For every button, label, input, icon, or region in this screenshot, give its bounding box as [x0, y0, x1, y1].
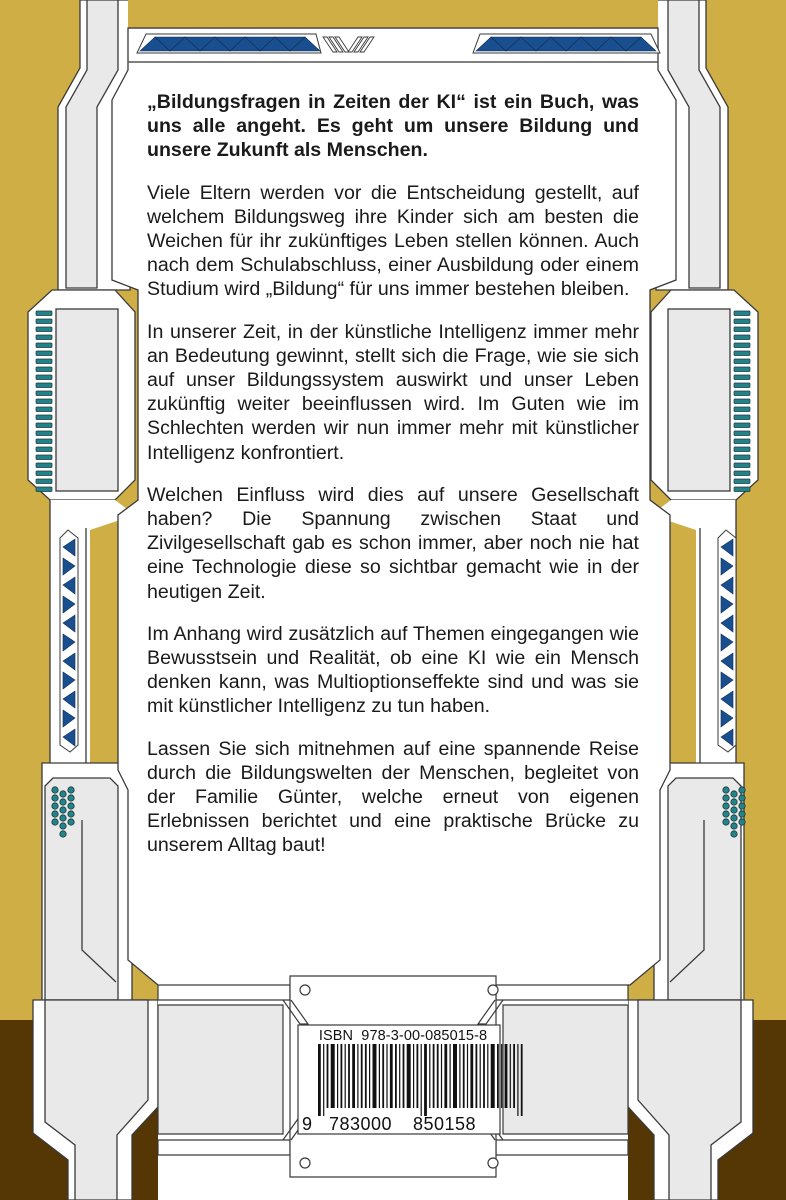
teal-vent-bar: [734, 487, 750, 492]
barcode-bar: [429, 1044, 430, 1108]
teal-dot: [723, 787, 729, 793]
barcode-bar: [491, 1044, 495, 1108]
teal-vent-bar: [734, 311, 750, 316]
barcode-bar: [421, 1044, 422, 1116]
teal-vent-bar: [734, 407, 750, 412]
barcode-bar: [450, 1044, 451, 1108]
barcode-bar: [480, 1044, 481, 1108]
blurb-paragraph: Welchen Einfluss wird dies auf unsere Gesellschaft haben? Die Spannung zwischen Staat und Zivilgesellschaft gab es schon immer, aber noch nie hat eine Technologie diese so sichtbar gemacht wie in der heutigen Zeit.: [147, 483, 639, 603]
blue-triangle-strip-left: [60, 530, 78, 752]
barcode-bar: [463, 1044, 465, 1108]
isbn-label: ISBN 978-3-00-085015-8: [318, 1028, 488, 1044]
teal-dot: [723, 819, 729, 825]
teal-dot: [60, 823, 66, 829]
barcode-bar: [386, 1044, 387, 1108]
barcode-bar: [467, 1044, 468, 1108]
barcode-bar: [487, 1044, 488, 1108]
blurb-paragraph: Lassen Sie sich mitnehmen auf eine spannende Reise durch die Bildungswelten der Menschen, begleitet von der Familie Günter, welche erneut von eigenen Erlebnissen berichtet und eine praktische Brücke zu unserem Alltag baut!: [147, 737, 639, 857]
barcode-bar: [413, 1044, 414, 1108]
barcode-bar: [470, 1044, 473, 1108]
teal-vent-bars-left: [36, 311, 52, 492]
barcode-bar: [501, 1044, 502, 1108]
screw-icon: [488, 985, 498, 995]
barcode-bar: [337, 1044, 338, 1108]
teal-vent-bar: [36, 351, 52, 356]
barcode-bar: [453, 1044, 457, 1108]
barcode-bar: [390, 1044, 393, 1108]
back-cover-blurb: [147, 90, 639, 876]
barcode-bar: [318, 1044, 321, 1116]
barcode-bar: [505, 1044, 508, 1108]
barcode-bar: [433, 1044, 435, 1108]
teal-vent-bar: [734, 479, 750, 484]
teal-dot: [739, 787, 745, 793]
screw-icon: [300, 985, 310, 995]
barcode-bar: [521, 1044, 523, 1116]
barcode-bar: [361, 1044, 363, 1108]
barcode-bar: [357, 1044, 358, 1108]
barcode-bar: [348, 1044, 350, 1108]
teal-vent-bar: [734, 399, 750, 404]
blurb-paragraph: In unserer Zeit, in der künstliche Intelligenz immer mehr an Bedeutung gewinnt, stellt sich die Frage, wie sie sich auf unser Bildungssystem auswirkt und unser Leben zukünftig weiter beeinflussen wird. Im Guten wie im Schlechten werden wir nun immer mehr mit künstlicher Intelligenz konfrontiert.: [147, 320, 639, 464]
teal-dot: [723, 803, 729, 809]
teal-dot: [723, 811, 729, 817]
barcode-digit-first: 9: [302, 1114, 313, 1134]
teal-vent-bar: [36, 423, 52, 428]
teal-vent-bar: [734, 447, 750, 452]
teal-vent-bar: [734, 359, 750, 364]
barcode-digits-right: 850158: [413, 1114, 477, 1134]
teal-vent-bar: [36, 391, 52, 396]
barcode-bar: [510, 1044, 511, 1108]
teal-vent-bar: [734, 367, 750, 372]
teal-dot: [731, 807, 737, 813]
teal-dot: [60, 807, 66, 813]
teal-vent-bar: [36, 359, 52, 364]
teal-vent-bar: [36, 455, 52, 460]
barcode-bar: [395, 1044, 397, 1108]
teal-vent-bar: [36, 375, 52, 380]
teal-dot: [739, 803, 745, 809]
teal-vent-bar: [734, 327, 750, 332]
barcode-bar: [407, 1044, 411, 1108]
teal-vent-bar: [734, 463, 750, 468]
barcode-bar: [369, 1044, 370, 1108]
blurb-lead-paragraph: „Bildungsfragen in Zeiten der KI“ ist ein Buch, was uns alle angeht. Es geht um unsere Bildung und unsere Zukunft als Menschen.: [147, 91, 639, 162]
teal-vent-bar: [734, 431, 750, 436]
teal-vent-bar: [36, 439, 52, 444]
teal-vent-bar: [734, 423, 750, 428]
teal-vent-bar: [36, 487, 52, 492]
barcode-digits-left: 783000: [329, 1114, 393, 1134]
teal-vent-bar: [36, 479, 52, 484]
teal-vent-bar: [36, 335, 52, 340]
barcode-bar: [424, 1044, 427, 1116]
barcode-bar: [403, 1044, 405, 1108]
teal-dot: [52, 803, 58, 809]
teal-vent-bar: [734, 455, 750, 460]
screw-icon: [300, 1158, 310, 1168]
teal-dot: [52, 795, 58, 801]
barcode-bar: [517, 1044, 518, 1116]
barcode-bar: [459, 1044, 460, 1108]
teal-dot: [731, 823, 737, 829]
teal-dot: [60, 831, 66, 837]
teal-dot: [52, 787, 58, 793]
barcode-bar: [327, 1044, 329, 1108]
screw-icon: [488, 1158, 498, 1168]
barcode-bar: [513, 1044, 515, 1108]
blurb-paragraph: Viele Eltern werden vor die Entscheidung gestellt, auf welchem Bildungsweg ihre Kinder sich am besten die Weichen für ihr zukünftiges Leben stellen können. Auch nach dem Schulabschluss, einer Ausbildung oder einem Studium wird „Bildung“ für uns immer bestehen bleiben.: [147, 181, 639, 301]
teal-dot: [739, 819, 745, 825]
teal-vent-bar: [734, 391, 750, 396]
teal-vent-bar: [734, 343, 750, 348]
teal-dot: [68, 787, 74, 793]
teal-dot: [731, 831, 737, 837]
barcode-bar: [365, 1044, 367, 1108]
teal-vent-bar: [36, 319, 52, 324]
teal-dot: [739, 795, 745, 801]
barcode-plate: [158, 976, 628, 1200]
barcode-bar: [382, 1044, 384, 1108]
teal-vent-bar: [36, 463, 52, 468]
teal-vent-bar: [734, 319, 750, 324]
teal-dot: [739, 811, 745, 817]
teal-vent-bar: [36, 407, 52, 412]
teal-vent-bar: [36, 471, 52, 476]
teal-dot: [68, 819, 74, 825]
teal-dot: [52, 811, 58, 817]
barcode-bar: [331, 1044, 335, 1108]
teal-vent-bar: [36, 399, 52, 404]
teal-vent-bar: [36, 431, 52, 436]
barcode-bar: [352, 1044, 355, 1108]
barcode-bar: [476, 1044, 478, 1108]
blurb-paragraph: Im Anhang wird zusätzlich auf Themen eingegangen wie Bewusstsein und Realität, ob eine KI wie ein Mensch denken kann, was Multioptionseffekte sind und was sie mit künstlicher Intelligenz zu tun haben.: [147, 622, 639, 718]
teal-vent-bar: [734, 375, 750, 380]
teal-vent-bar: [36, 447, 52, 452]
teal-dot: [723, 795, 729, 801]
teal-dot: [68, 803, 74, 809]
barcode-bar: [483, 1044, 485, 1108]
barcode-bar: [379, 1044, 380, 1108]
teal-vent-bar: [734, 351, 750, 356]
barcode-bar: [373, 1044, 377, 1108]
teal-vent-bars-right: [734, 311, 750, 492]
teal-dot: [731, 815, 737, 821]
barcode-bar: [437, 1044, 439, 1108]
teal-vent-bar: [734, 415, 750, 420]
barcode-bar: [341, 1044, 343, 1108]
teal-dot: [731, 791, 737, 797]
teal-vent-bar: [734, 335, 750, 340]
teal-dot: [60, 799, 66, 805]
teal-vent-bar: [36, 343, 52, 348]
barcode-bar: [497, 1044, 499, 1108]
teal-vent-bar: [36, 415, 52, 420]
teal-vent-bar: [734, 471, 750, 476]
teal-vent-bar: [36, 327, 52, 332]
teal-dot: [60, 815, 66, 821]
teal-vent-bar: [36, 383, 52, 388]
barcode-bar: [399, 1044, 400, 1108]
teal-dot: [60, 791, 66, 797]
barcode-bar: [417, 1044, 419, 1108]
teal-dot: [52, 819, 58, 825]
teal-dot: [731, 799, 737, 805]
barcode-bar: [345, 1044, 346, 1108]
teal-dot: [68, 795, 74, 801]
barcode-bar: [323, 1044, 324, 1116]
teal-vent-bar: [36, 311, 52, 316]
teal-vent-bar: [734, 383, 750, 388]
teal-dot: [68, 811, 74, 817]
blue-triangle-strip-right: [718, 530, 736, 752]
teal-vent-bar: [36, 367, 52, 372]
barcode-bar: [444, 1044, 447, 1108]
teal-vent-bar: [734, 439, 750, 444]
barcode-bar: [441, 1044, 442, 1108]
